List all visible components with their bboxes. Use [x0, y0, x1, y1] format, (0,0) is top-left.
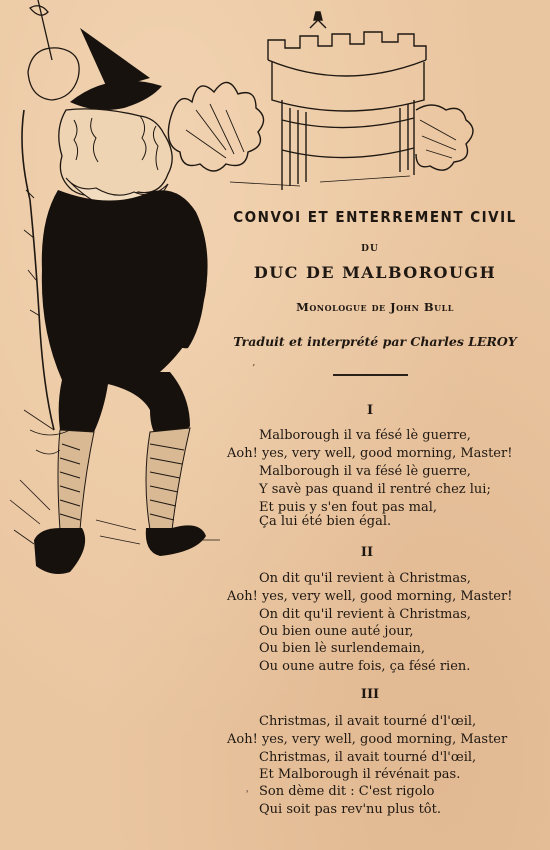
print-speck: ʾ: [246, 790, 249, 800]
section-divider: [333, 374, 408, 376]
stanza-numeral: I: [366, 403, 374, 418]
stanza-numeral: III: [360, 687, 380, 702]
verse-line: On dit qu'il revient à Christmas,: [259, 571, 471, 586]
verse-line: Et Malborough il révénait pas.: [259, 767, 461, 782]
verse-line: Et puis y s'en fout pas mal,: [259, 500, 438, 515]
translator-credit: Traduit et interprété par Charles LEROY: [233, 334, 517, 349]
castle-tower-drawing: [168, 12, 473, 190]
verse-line: On dit qu'il revient à Christmas,: [259, 607, 471, 622]
title-subject: DUC DE MALBOROUGH: [253, 263, 497, 282]
verse-line: Qui soit pas rev'nu plus tôt.: [259, 802, 441, 817]
verse-line: Christmas, il avait tourné d'l'œil,: [259, 714, 477, 729]
verse-line: Aoh! yes, very well, good morning, Master: [227, 732, 508, 747]
verse-line: Ou bien oune auté jour,: [259, 624, 414, 639]
verse-line: Ou oune autre fois, ça fésé rien.: [259, 659, 471, 674]
print-speck: ʼ: [252, 364, 255, 374]
stanza-numeral: II: [360, 545, 374, 560]
verse-line: Ou bien lè surlendemain,: [259, 641, 426, 656]
verse-line: Son dème dit : C'est rigolo: [259, 784, 435, 799]
title-connector: DU: [361, 244, 379, 254]
john-bull-figure: [10, 28, 220, 574]
verse-line: Y savè pas quand il rentré chez lui;: [259, 482, 491, 497]
subtitle: Monologue de John Bull: [296, 300, 454, 314]
page-title: CONVOI ET ENTERREMENT CIVIL: [233, 208, 517, 226]
verse-line: Aoh! yes, very well, good morning, Master!: [227, 589, 513, 604]
verse-line: Aoh! yes, very well, good morning, Master!: [227, 446, 513, 461]
verse-line: Malborough il va fésé lè guerre,: [259, 464, 471, 479]
verse-line: Malborough il va fésé lè guerre,: [259, 428, 471, 443]
verse-line: Christmas, il avait tourné d'l'œil,: [259, 750, 477, 765]
verse-line: Ça lui été bien égal.: [259, 514, 392, 529]
